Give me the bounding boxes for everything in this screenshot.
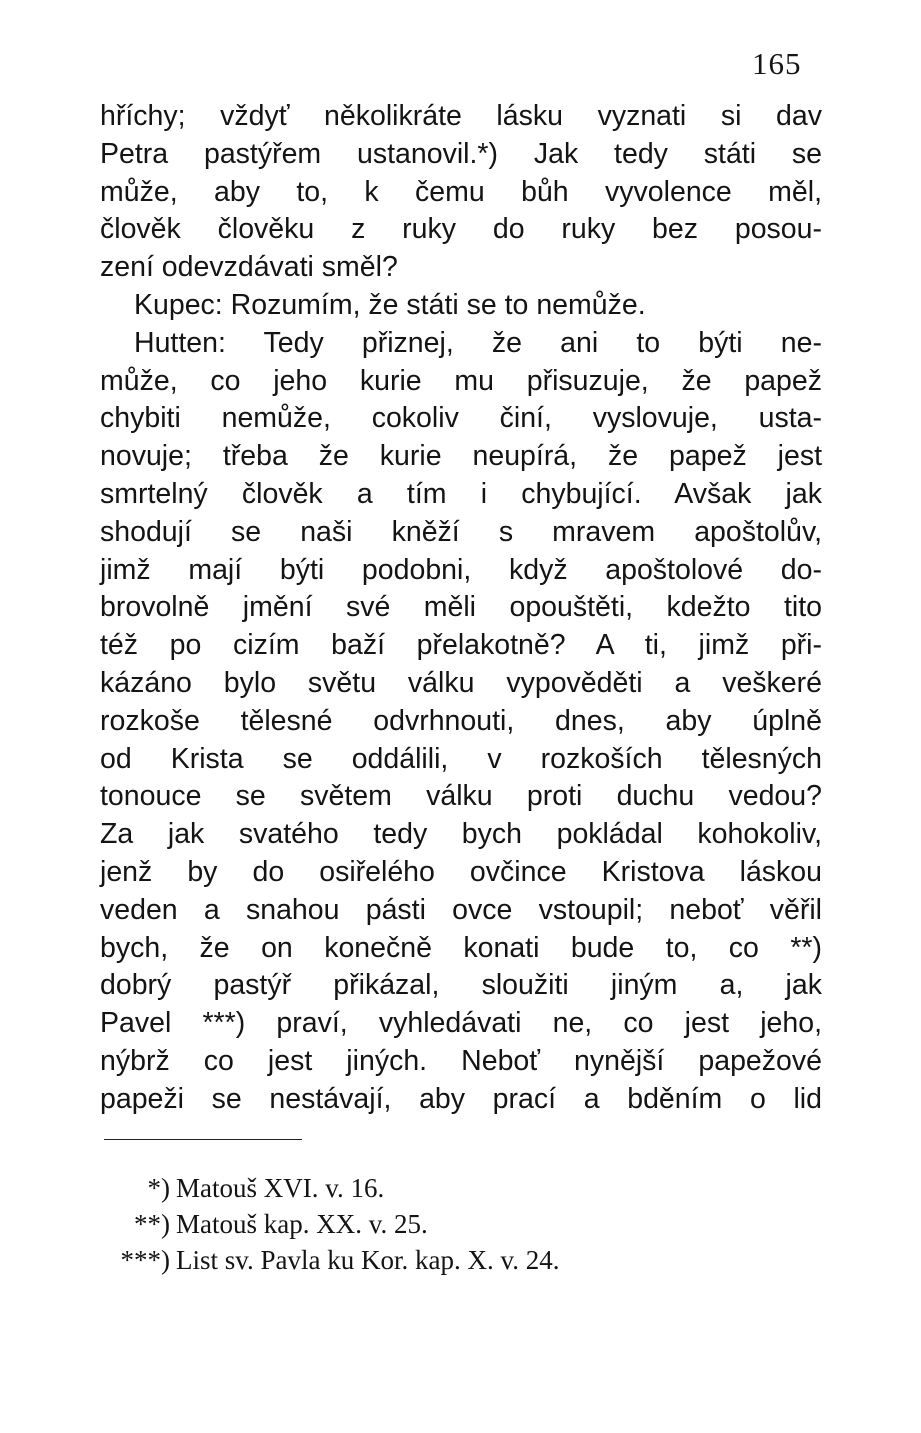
- text-line: může, aby to, k čemu bůh vyvolence měl,: [100, 175, 822, 208]
- text-line: smrtelný člověk a tím i chybující. Avšak jak: [100, 477, 822, 510]
- text-line: též po cizím baží přelakotně? A ti, jimž při-: [100, 629, 822, 662]
- footnote: [104, 1170, 804, 1206]
- footnote-mark: **): [134, 1209, 170, 1239]
- text-line: Kupec: Rozumím, že státi se to nemůže.: [134, 288, 646, 321]
- footnote-text: Matouš kap. XX. v. 25.: [176, 1209, 428, 1239]
- footnote-mark: ***): [120, 1245, 170, 1275]
- text-line: veden a snahou pásti ovce vstoupil; neboť věřil: [100, 893, 822, 926]
- footnote-text: List sv. Pavla ku Kor. kap. X. v. 24.: [176, 1245, 560, 1275]
- text-line: od Krista se oddálili, v rozkoších tělesných: [100, 742, 822, 775]
- text-line: nýbrž co jest jiných. Neboť nynější papežové: [100, 1044, 822, 1077]
- text-line: shodují se naši kněží s mravem apoštolův,: [100, 515, 822, 548]
- text-line: Hutten: Tedy přiznej, že ani to býti ne-: [134, 326, 822, 359]
- text-line: tonouce se světem válku proti duchu vedou?: [100, 780, 822, 813]
- text-line: Pavel ***) praví, vyhledávati ne, co jest jeho,: [100, 1007, 822, 1040]
- footnote-divider: [104, 1139, 302, 1140]
- footnotes: [104, 1170, 804, 1278]
- body-text: [100, 98, 822, 1119]
- text-line: bych, že on konečně konati bude to, co **): [100, 931, 822, 964]
- text-line: dobrý pastýř přikázal, sloužiti jiným a, jak: [100, 969, 822, 1002]
- footnote: [104, 1206, 804, 1242]
- text-line: člověk člověku z ruky do ruky bez posou-: [100, 213, 822, 246]
- text-line: rozkoše tělesné odvrhnouti, dnes, aby úplně: [100, 704, 822, 737]
- footnote-text: Matouš XVI. v. 16.: [176, 1173, 385, 1203]
- footnote-mark: *): [147, 1173, 170, 1203]
- text-line: zení odevzdávati směl?: [100, 251, 398, 284]
- text-line: může, co jeho kurie mu přisuzuje, že papež: [100, 364, 822, 397]
- text-line: jimž mají býti podobni, když apoštolové do-: [100, 553, 822, 586]
- text-line: Za jak svatého tedy bych pokládal kohokoliv,: [100, 818, 822, 851]
- page-number: 165: [752, 46, 802, 81]
- footnote: [104, 1242, 804, 1278]
- text-line: Petra pastýřem ustanovil.*) Jak tedy státi se: [100, 137, 822, 170]
- text-line: brovolně jmění své měli opouštěti, kdežto tito: [100, 591, 822, 624]
- text-line: hříchy; vždyť několikráte lásku vyznati si dav: [100, 100, 822, 132]
- text-line: kázáno bylo světu válku vypověděti a veškeré: [100, 666, 822, 699]
- text-line: papeži se nestávají, aby prací a bděním o lid: [100, 1082, 822, 1115]
- text-line: novuje; třeba že kurie neupírá, že papež jest: [100, 440, 822, 473]
- text-line: jenž by do osiřelého ovčince Kristova láskou: [100, 855, 822, 888]
- text-line: chybiti nemůže, cokoliv činí, vyslovuje, usta-: [100, 402, 822, 435]
